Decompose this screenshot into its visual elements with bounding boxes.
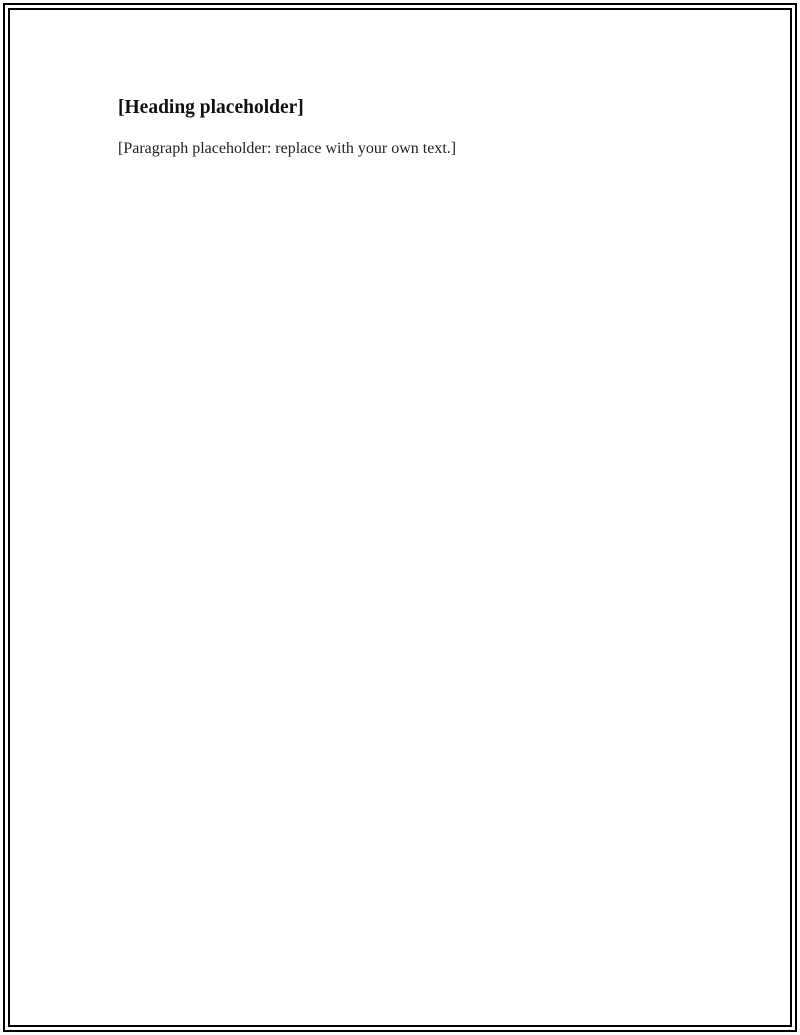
document-content xyxy=(118,94,678,161)
document-title: [Heading placeholder] xyxy=(118,97,304,118)
document-paragraph: [Paragraph placeholder: replace with your own text.] xyxy=(118,140,457,157)
